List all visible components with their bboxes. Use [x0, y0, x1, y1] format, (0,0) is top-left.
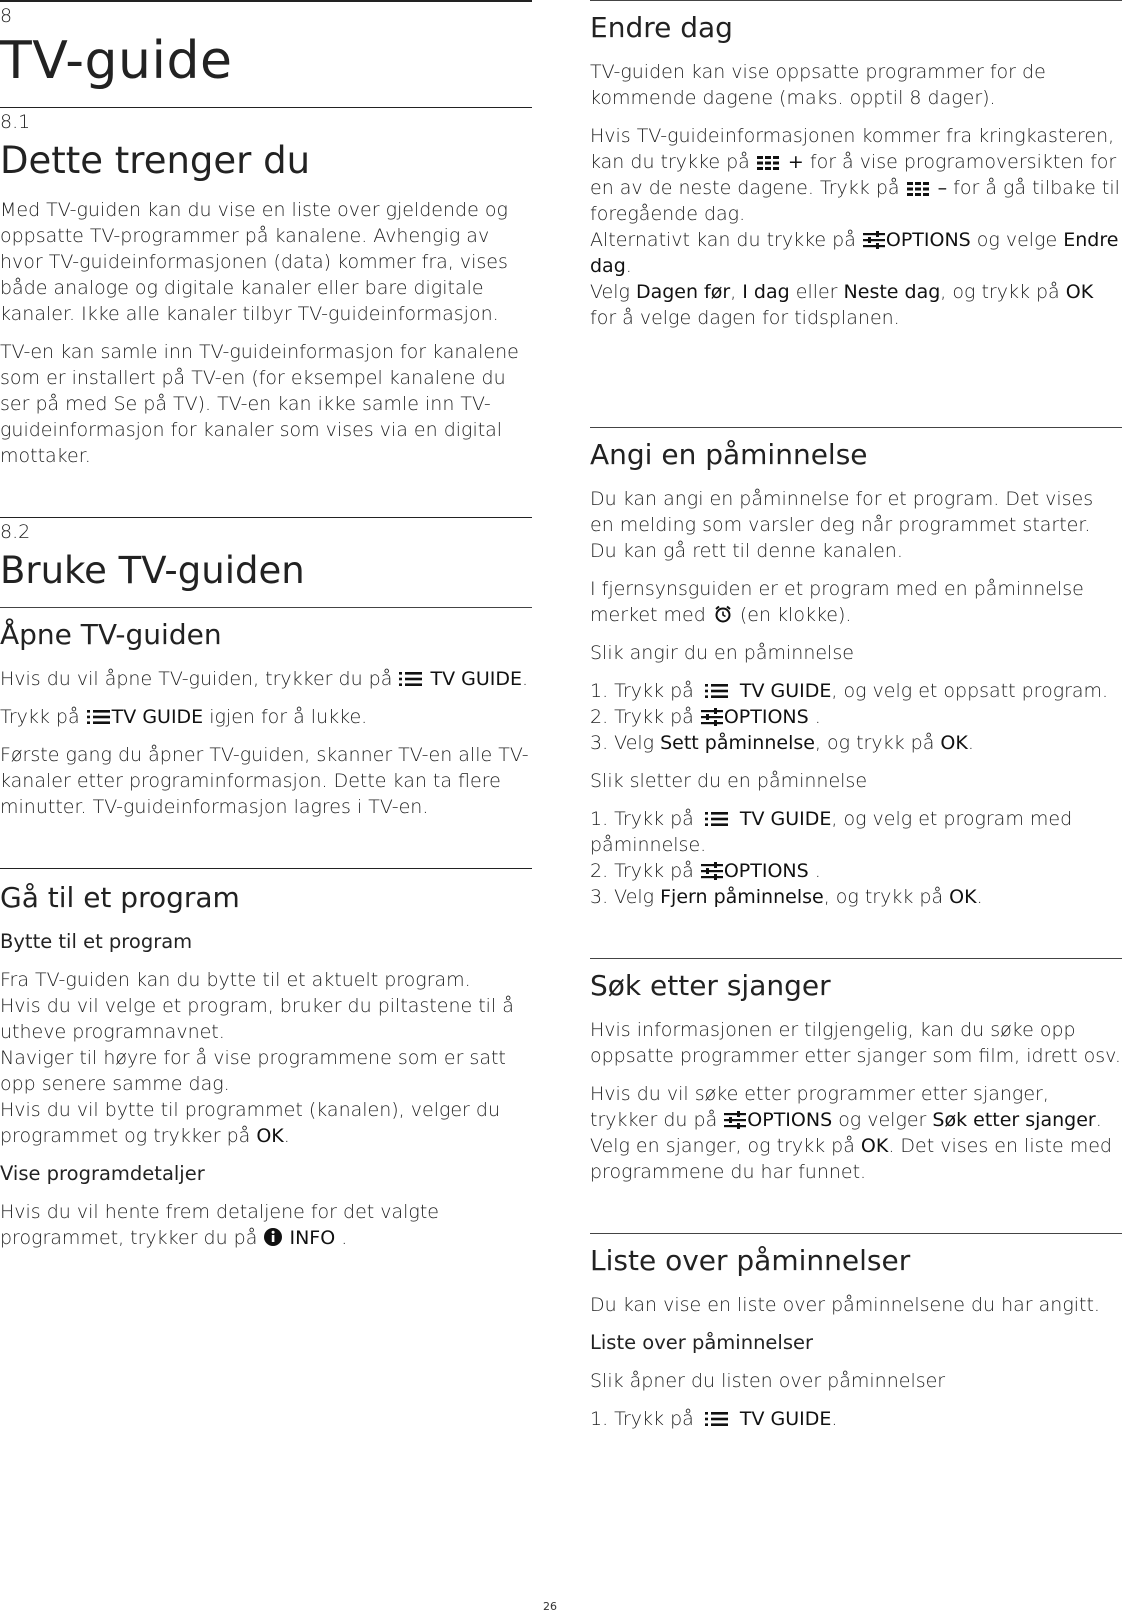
info-icon [263, 1227, 283, 1247]
subsection-rule [590, 427, 1122, 428]
page-number: 26 [543, 1600, 557, 1613]
section-number: 8.2 [0, 521, 31, 543]
paragraph: TV-guiden kan vise oppsatte programmer for de kommende dagene (maks. opptil 8 dager). [590, 61, 1046, 109]
minor-heading: Vise programdetaljer [0, 1162, 205, 1185]
section-rule [0, 517, 532, 518]
right-column [590, 0, 1122, 1444]
grid-icon [906, 181, 932, 197]
paragraph: Du kan vise en liste over påminnelsene du har angitt. [590, 1294, 1100, 1316]
paragraph: 1. Trykk på TV GUIDE, og velg et program med påminnelse. 2. Trykk på OPTIONS . 3. Velg Fjern påminnelse, og trykk på OK. [590, 808, 1073, 908]
paragraph: 1. Trykk på TV GUIDE, og velg et oppsatt program. 2. Trykk på OPTIONS . 3. Velg Sett påminnelse, og trykk på OK. [590, 680, 1109, 754]
section-number: 8.1 [0, 111, 31, 133]
section-rule [0, 107, 532, 108]
section-title: Dette trenger du [0, 139, 311, 182]
paragraph: Første gang du åpner TV-guiden, skanner TV-en alle TV-kanaler etter programinformasjon. Dette kan ta flere minutter. TV-guideinformasjon lagres i TV-en. [0, 744, 529, 818]
paragraph: Slik åpner du listen over påminnelser [590, 1370, 946, 1392]
options-icon [700, 862, 724, 880]
minor-heading: Bytte til et program [0, 930, 193, 953]
subsection-title: Søk etter sjanger [590, 969, 831, 1002]
chapter-number: 8 [0, 5, 13, 27]
subsection-title: Angi en påminnelse [590, 438, 868, 471]
subsection-rule [0, 607, 532, 608]
subsection-title: Liste over påminnelser [590, 1244, 911, 1277]
left-column [0, 0, 532, 1263]
tv-guide-icon [700, 1410, 734, 1428]
subsection-rule [590, 1233, 1122, 1234]
tv-guide-icon [398, 670, 424, 688]
alarm-clock-icon [712, 604, 734, 624]
subsection-title: Åpne TV-guiden [0, 618, 222, 651]
paragraph: Hvis du vil søke etter programmer etter sjanger, trykker du på OPTIONS og velger Søk etter sjanger. Velg en sjanger, og trykk på OK. Det vises en liste med programmene du har funnet. [590, 1083, 1112, 1183]
subsection-title: Gå til et program [0, 881, 240, 914]
tv-guide-icon [86, 708, 112, 726]
paragraph: Med TV-guiden kan du vise en liste over gjeldende og oppsatte TV-programmer på kanalene. Avhengig av hvor TV-guideinformasjonen (data) kommer fra, vises både analoge og digitale kanaler eller bare digitale kanaler. Ikke alle kanaler tilbyr TV-guideinformasjon. [0, 199, 508, 325]
section-title: Bruke TV-guiden [0, 549, 305, 592]
tv-guide-icon [700, 682, 734, 700]
subsection-rule [590, 958, 1122, 959]
paragraph: Hvis informasjonen er tilgjengelig, kan du søke opp oppsatte programmer etter sjanger som film, idrett osv. [590, 1019, 1121, 1067]
grid-icon [756, 155, 782, 171]
paragraph: Du kan angi en påminnelse for et program. Det vises en melding som varsler deg når programmet starter. Du kan gå rett til denne kanalen. [590, 488, 1094, 562]
options-icon [862, 231, 886, 249]
paragraph: Hvis TV-guideinformasjonen kommer fra kringkasteren, kan du trykke på + for å vise programoversikten for en av de neste dagene. Trykk på – for å gå tilbake til foregående dag. Alternativt kan du trykke på OPTIONS og velge Endre dag. Velg Dagen før, I dag eller Neste dag, og trykk på OK for å velge dagen for tidsplanen. [590, 125, 1120, 329]
paragraph: Fra TV-guiden kan du bytte til et aktuelt program. Hvis du vil velge et program, bruker du piltastene til å utheve programnavnet. Naviger til høyre for å vise programmene som er satt opp senere samme dag. Hvis du vil bytte til programmet (kanalen), velger du programmet og trykker på OK. [0, 969, 514, 1147]
chapter-title: TV-guide [0, 31, 233, 91]
minor-heading: Liste over påminnelser [590, 1331, 814, 1354]
options-icon [700, 708, 724, 726]
subsection-rule [590, 0, 1122, 1]
paragraph: Trykk på TV GUIDE igjen for å lukke. [0, 706, 368, 728]
paragraph: Hvis du vil åpne TV-guiden, trykker du på TV GUIDE. [0, 668, 529, 690]
paragraph: Slik angir du en påminnelse [590, 642, 854, 664]
paragraph: I fjernsynsguiden er et program med en påminnelse merket med (en klokke). [590, 578, 1084, 626]
subsection-title: Endre dag [590, 11, 733, 44]
options-icon [723, 1111, 747, 1129]
paragraph: 1. Trykk på TV GUIDE. [590, 1408, 838, 1430]
paragraph: TV-en kan samle inn TV-guideinformasjon for kanalene som er installert på TV-en (for eksempel kanalene du ser på med Se på TV). TV-en kan ikke samle inn TV-guideinformasjon for kanaler som vises via en digital mottaker. [0, 341, 519, 467]
chapter-rule [0, 0, 532, 2]
paragraph: Hvis du vil hente frem detaljene for det valgte programmet, trykker du på INFO . [0, 1201, 439, 1249]
subsection-rule [0, 868, 532, 869]
paragraph: Slik sletter du en påminnelse [590, 770, 868, 792]
tv-guide-icon [700, 810, 734, 828]
